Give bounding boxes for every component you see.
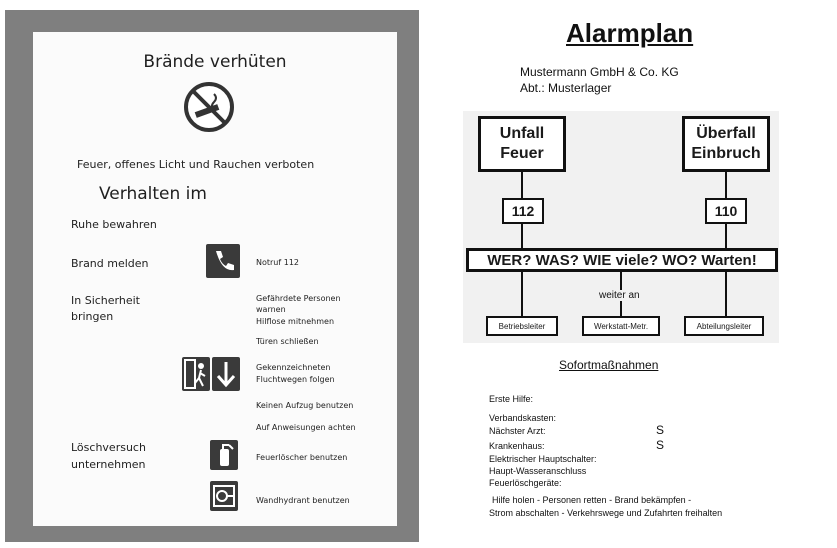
first-aid-kit-label: Verbandskasten: [489,413,557,423]
poster-sheet [33,32,397,526]
police-number-110: 110 [705,198,747,224]
connector-line [725,272,727,316]
fire-safety-poster [5,10,419,542]
main-switch-label: Elektrischer Hauptschalter: [489,454,597,464]
connector-line [725,172,727,198]
accident-label: Unfall [499,125,545,142]
five-w-questions-box: WER? WAS? WIE viele? WO? Warten! [466,248,778,272]
follow-instructions-text: Auf Anweisungen achten [256,423,356,432]
phone-icon [206,244,240,278]
poster-title: Brände verhüten [143,52,287,72]
accident-fire-box [478,116,566,172]
fire-ban-text: Feuer, offenes Licht und Rauchen verboten [77,158,315,171]
use-extinguisher-text: Feuerlöscher benutzen [256,453,348,462]
recipient-plant-manager: Betriebsleiter [486,316,558,336]
hospital-value: S [656,438,665,452]
connector-line [521,272,523,316]
recipient-workshop: Werkstatt-Metr. [582,316,660,336]
endangered-text-1: Gefährdete Personen [256,294,341,303]
company-name: Mustermann GmbH & Co. KG [520,65,679,79]
water-main-label: Haupt-Wasseranschluss [489,466,587,476]
fire-extinguisher-icon [210,440,238,470]
plan-title: Alarmplan [566,18,694,48]
emergency-exit-icon [182,357,210,391]
recipient-department-head: Abteilungsleiter [684,316,764,336]
extinguishers-label: Feuerlöschgeräte: [489,478,562,488]
first-aid-label: Erste Hilfe: [489,394,534,404]
robbery-burglary-box [682,116,770,172]
footer-line-2: Strom abschalten - Verkehrswege und Zufahrten freihalten [489,508,723,518]
connector-line [521,172,523,198]
safety-text-2: bringen [71,310,114,323]
nearest-doctor-label: Nächster Arzt: [489,426,546,436]
wall-hydrant-icon [210,481,238,511]
robbery-label: Überfall [696,125,756,142]
no-elevator-text: Keinen Aufzug benutzen [256,401,354,410]
connector-line [521,224,523,248]
footer-line-1: Hilfe holen - Personen retten - Brand bekämpfen - [492,495,692,505]
arrow-down-icon [212,357,240,391]
close-doors-text: Türen schließen [256,337,319,346]
escape-text-2: Fluchtwegen folgen [256,375,335,384]
safety-text-1: In Sicherheit [71,294,140,307]
extinguish-text-2: unternehmen [71,458,146,471]
department-name: Abt.: Musterlager [520,81,612,95]
hospital-label: Krankenhaus: [489,441,545,451]
helpless-text: Hilflose mitnehmen [256,317,335,326]
forward-label: weiter an [599,290,640,301]
no-smoking-icon [184,82,234,132]
emergency-number-112: 112 [502,198,544,224]
doctor-value: S [656,423,665,437]
connector-line [725,224,727,248]
use-hydrant-text: Wandhydrant benutzen [256,496,350,505]
extinguish-text-1: Löschversuch [71,441,146,454]
endangered-text-2: warnen [256,305,286,314]
emergency-call-text: Notruf 112 [256,258,300,267]
fire-label: Feuer [500,145,544,162]
immediate-measures-heading: Sofortmaßnahmen [559,358,659,372]
calm-text: Ruhe bewahren [71,218,157,231]
escape-text-1: Gekennzeichneten [256,363,331,372]
burglary-label: Einbruch [691,145,761,162]
report-fire-text: Brand melden [71,257,149,270]
behaviour-heading: Verhalten im [99,184,207,204]
